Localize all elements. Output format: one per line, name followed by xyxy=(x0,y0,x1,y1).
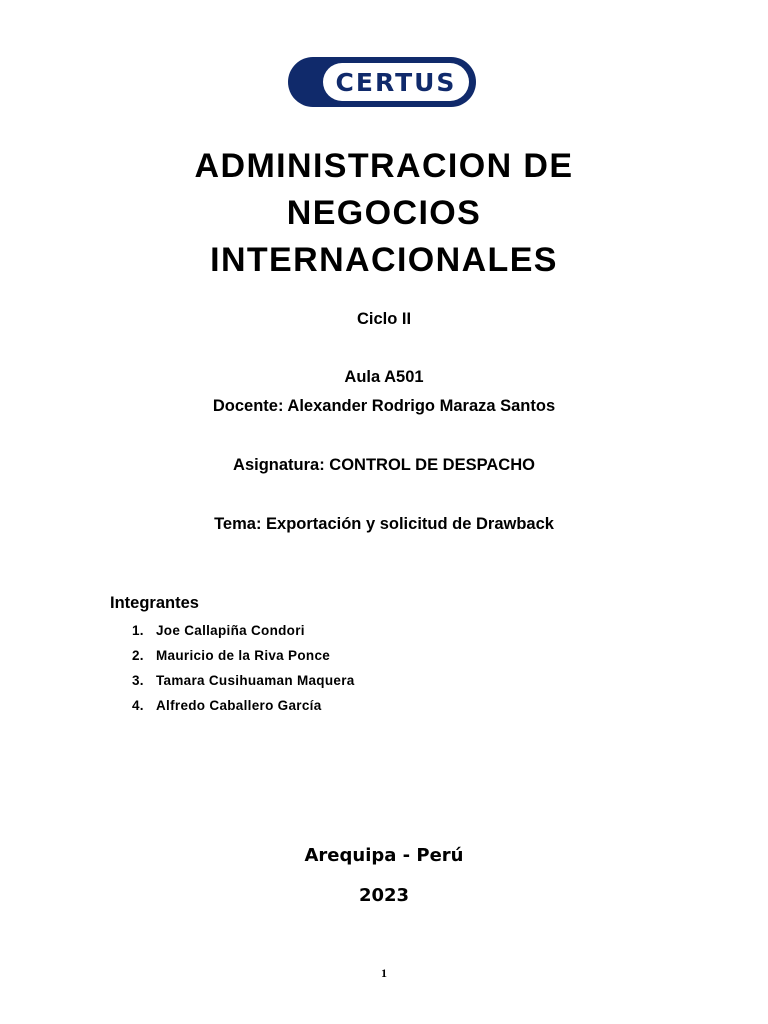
tema-text: Tema: Exportación y solicitud de Drawback xyxy=(214,515,554,533)
members-list xyxy=(132,621,355,721)
docente-text: Docente: Alexander Rodrigo Maraza Santos xyxy=(212,397,556,415)
title-line-1: ADMINISTRACION DE xyxy=(194,147,574,185)
list-number: 4. xyxy=(132,698,144,713)
list-item xyxy=(132,671,355,696)
list-item xyxy=(132,646,355,671)
member-name: Mauricio de la Riva Ponce xyxy=(156,648,331,663)
list-item xyxy=(132,696,355,721)
certus-logo xyxy=(288,57,476,107)
logo-pill xyxy=(323,63,469,101)
integrantes-label: Integrantes xyxy=(110,594,199,612)
asignatura-text: Asignatura: CONTROL DE DESPACHO xyxy=(233,456,535,474)
list-number: 2. xyxy=(132,648,144,663)
list-number: 1. xyxy=(132,623,144,638)
document-title xyxy=(0,143,768,284)
list-item xyxy=(132,621,355,646)
logo-text: CERTUS xyxy=(335,67,457,97)
page-number: 1 xyxy=(381,966,387,980)
ciclo-text: Ciclo II xyxy=(356,310,412,328)
location-text: Arequipa - Perú xyxy=(304,845,464,866)
member-name: Alfredo Caballero García xyxy=(156,698,322,713)
list-number: 3. xyxy=(132,673,144,688)
year-text: 2023 xyxy=(358,885,410,906)
member-name: Joe Callapiña Condori xyxy=(156,623,305,638)
title-line-3: INTERNACIONALES xyxy=(210,241,558,279)
member-name: Tamara Cusihuaman Maquera xyxy=(156,673,355,688)
aula-text: Aula A501 xyxy=(344,368,424,386)
title-line-2: NEGOCIOS xyxy=(286,194,482,232)
